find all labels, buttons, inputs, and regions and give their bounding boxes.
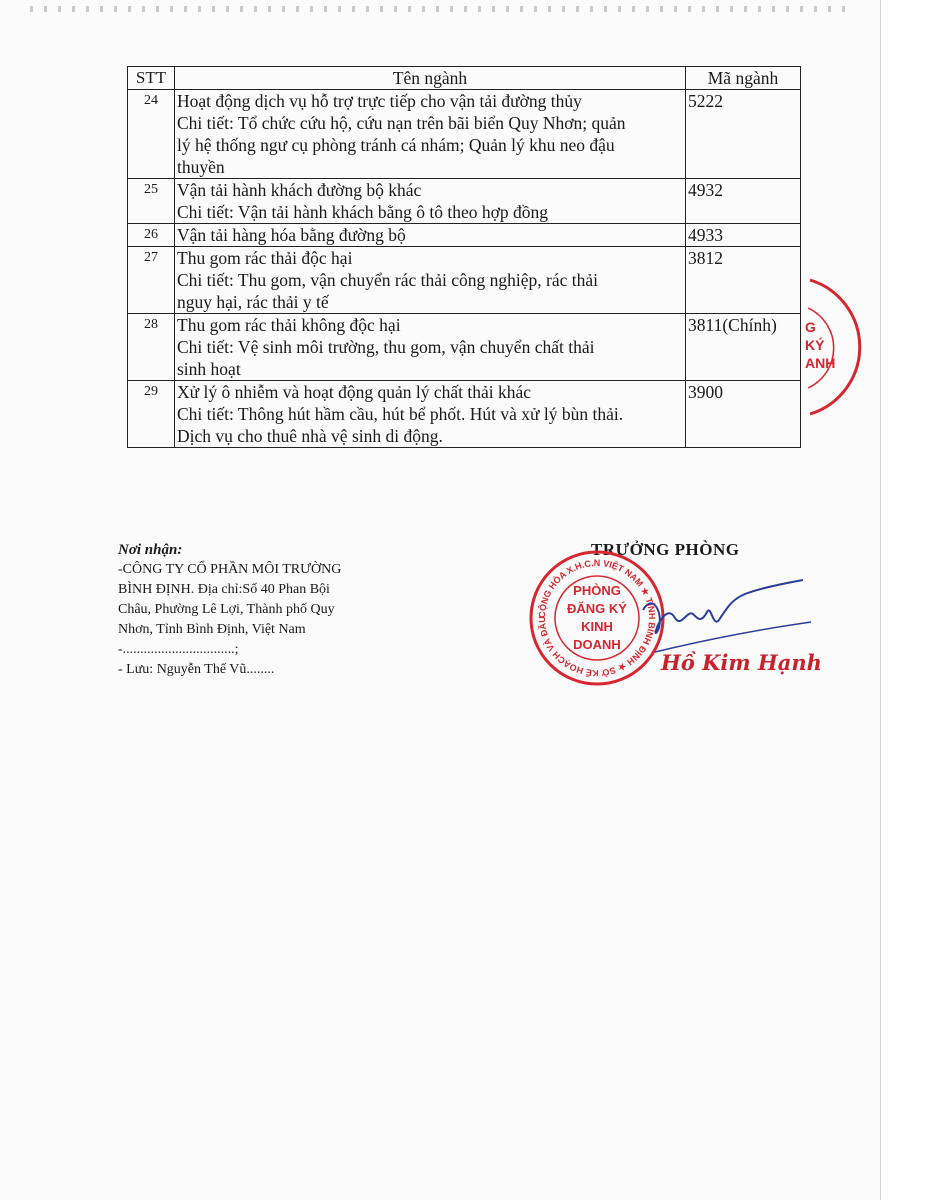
table-row xyxy=(128,90,801,179)
row-text-line: Chi tiết: Vận tải hành khách bằng ô tô theo hợp đồng xyxy=(177,202,549,222)
partial-stamp-line: KÝ xyxy=(805,337,825,353)
signer-name: Hồ Kim Hạnh xyxy=(661,650,822,675)
row-code: 5222 xyxy=(686,90,801,179)
header-stt: STT xyxy=(128,67,175,90)
row-text-line: Chi tiết: Tổ chức cứu hộ, cứu nạn trên bãi biển Quy Nhơn; quản xyxy=(177,113,626,133)
row-stt: 29 xyxy=(128,381,175,448)
row-code: 3811(Chính) xyxy=(686,314,801,381)
partial-stamp-text xyxy=(805,318,835,372)
stamp-line: KINH DOANH xyxy=(573,619,621,652)
row-text-line: Vận tải hành khách đường bộ khác xyxy=(177,180,422,200)
table-header-row xyxy=(128,67,801,90)
handwritten-signature-icon xyxy=(635,570,815,660)
row-text-line: Dịch vụ cho thuê nhà vệ sinh di động. xyxy=(177,426,443,446)
recipient-line: - Lưu: Nguyễn Thế Vũ........ xyxy=(118,662,275,677)
row-stt: 24 xyxy=(128,90,175,179)
partial-stamp-line: G xyxy=(805,319,816,335)
row-code: 4933 xyxy=(686,224,801,247)
table-row xyxy=(128,247,801,314)
recipient-line: Châu, Phường Lê Lợi, Thành phố Quy xyxy=(118,602,335,617)
stamp-ring-text: CỘNG HÒA X.H.C.N VIỆT NAM ★ TỈNH BÌNH ĐỊNH ★ SỞ KẾ HOẠCH VÀ ĐẦU xyxy=(536,557,658,679)
row-text-line: Chi tiết: Vệ sinh môi trường, thu gom, vận chuyển chất thải xyxy=(177,337,595,357)
row-code: 3900 xyxy=(686,381,801,448)
recipient-line: Nhơn, Tỉnh Bình Định, Việt Nam xyxy=(118,622,306,637)
table-row xyxy=(128,179,801,224)
row-text-line: Chi tiết: Thông hút hầm cầu, hút bể phốt. Hút và xử lý bùn thải. xyxy=(177,404,624,424)
row-activity-name xyxy=(175,247,686,314)
row-text-line: sinh hoạt xyxy=(177,359,241,379)
header-name: Tên ngành xyxy=(175,67,686,90)
header-code: Mã ngành xyxy=(686,67,801,90)
stamp-line: ĐĂNG KÝ xyxy=(567,601,627,616)
row-activity-name xyxy=(175,314,686,381)
recipient-line: -CÔNG TY CỔ PHẦN MÔI TRƯỜNG xyxy=(118,562,342,577)
row-activity-name xyxy=(175,179,686,224)
row-code: 3812 xyxy=(686,247,801,314)
row-text-line: Hoạt động dịch vụ hỗ trợ trực tiếp cho vận tải đường thủy xyxy=(177,91,582,111)
table-row xyxy=(128,224,801,247)
row-text-line: nguy hại, rác thải y tế xyxy=(177,292,329,312)
table-row xyxy=(128,381,801,448)
table-row xyxy=(128,314,801,381)
row-activity-name xyxy=(175,381,686,448)
row-activity-name xyxy=(175,224,686,247)
signer-title: TRƯỞNG PHÒNG xyxy=(591,540,740,559)
recipients-heading: Nơi nhận: xyxy=(118,542,183,558)
row-stt: 28 xyxy=(128,314,175,381)
row-text-line: Chi tiết: Thu gom, vận chuyển rác thải công nghiệp, rác thải xyxy=(177,270,599,290)
partial-stamp-line: ANH xyxy=(805,355,836,371)
scan-edge-artifact xyxy=(30,6,850,12)
stamp-center xyxy=(562,582,632,654)
row-text-line: Thu gom rác thải không độc hại xyxy=(177,315,401,335)
business-code-table xyxy=(127,66,801,448)
scan-margin xyxy=(880,0,927,1200)
row-activity-name xyxy=(175,90,686,179)
row-text-line: Thu gom rác thải độc hại xyxy=(177,248,353,268)
row-stt: 27 xyxy=(128,247,175,314)
row-text-line: Xử lý ô nhiễm và hoạt động quản lý chất thải khác xyxy=(177,382,532,402)
recipient-line: -................................; xyxy=(118,642,239,657)
row-text-line: lý hệ thống ngư cụ phòng tránh cá nhám; Quản lý khu neo đậu xyxy=(177,135,615,155)
recipient-line: BÌNH ĐỊNH. Địa chỉ:Số 40 Phan Bội xyxy=(118,582,330,597)
row-text-line: Vận tải hàng hóa bằng đường bộ xyxy=(177,225,406,245)
row-text-line: thuyền xyxy=(177,157,225,177)
stamp-line: PHÒNG xyxy=(573,583,621,598)
signature-block xyxy=(525,540,822,690)
recipients-block xyxy=(118,540,388,680)
row-code: 4932 xyxy=(686,179,801,224)
row-stt: 25 xyxy=(128,179,175,224)
row-stt: 26 xyxy=(128,224,175,247)
